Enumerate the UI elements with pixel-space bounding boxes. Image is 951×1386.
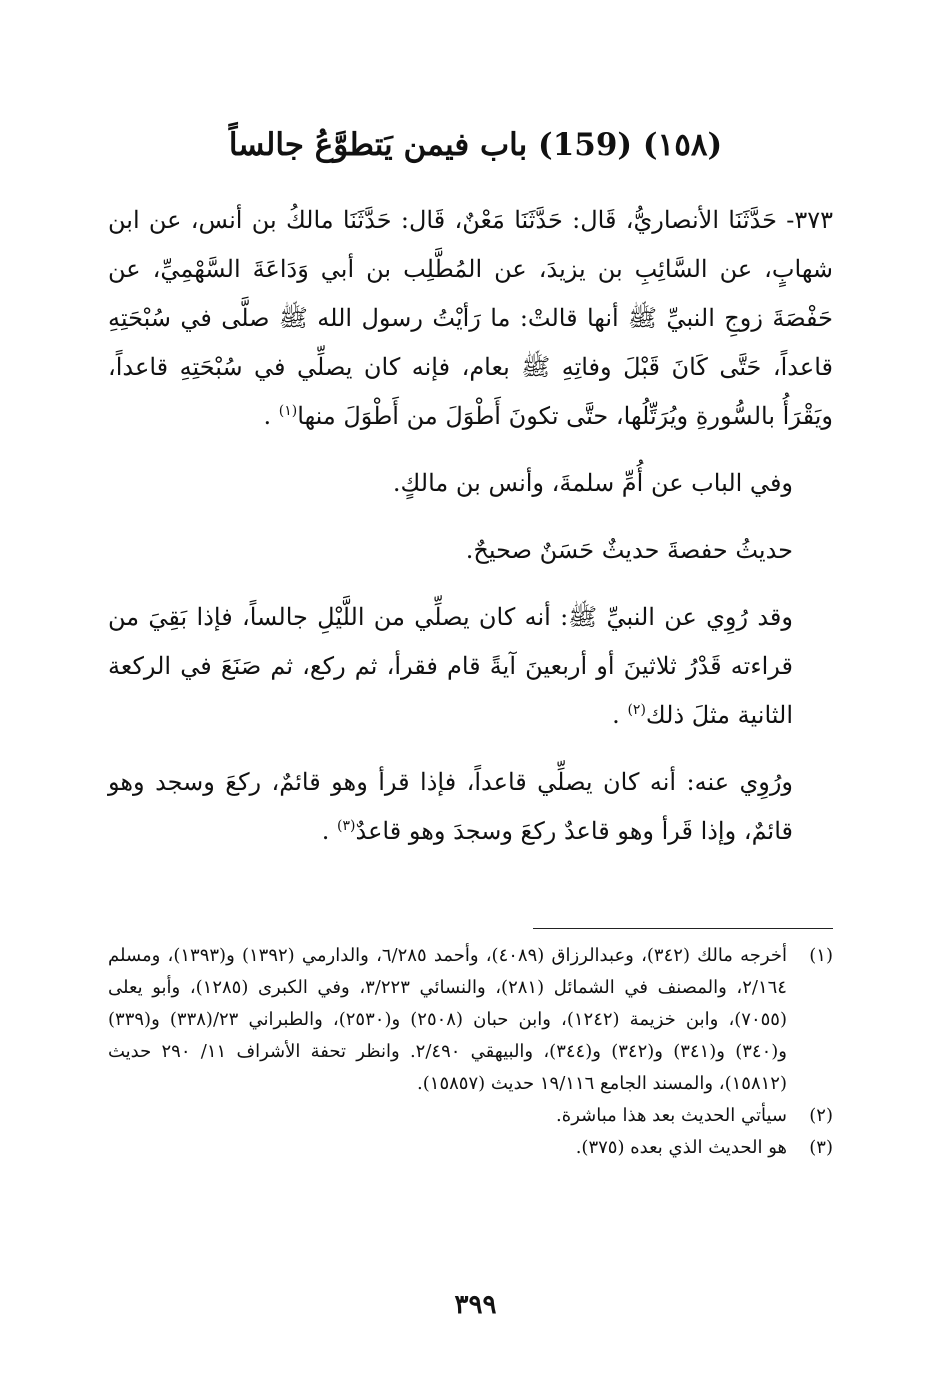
footnote-ref-1: (١): [278, 403, 298, 419]
footnote-text: سيأتي الحديث بعد هذا مباشرة.: [556, 1105, 787, 1126]
riwaya-2-text: ورُوِي عنه: أنه كان يصلِّي قاعداً، فإذا قرأ وهو قائمٌ، ركعَ وسجد وهو قائمٌ، وإذا قَرأ وهو قاعدٌ ركعَ وسجدَ وهو قاعدٌ: [108, 768, 793, 845]
footnote-number: (٢): [809, 1105, 833, 1126]
bab-line: وفي الباب عن أُمِّ سلمةَ، وأنس بن مالكٍ.: [392, 469, 793, 497]
riwaya-1-text: وقد رُوِي عن النبيِّ ﷺ: أنه كان يصلِّي من اللَّيْلِ جالساً، فإذا بَقِيَ من قراءته قَدْرُ ثلاثينَ أو أربعينَ آيةً قام فقرأ، ثم ركع، ثم صَنَعَ في الركعة الثانية مثلَ ذلك: [108, 603, 793, 729]
hadith-text: ٣٧٣- حَدَّثَنَا الأنصاريُّ، قَال: حَدَّثَنَا مَعْنٌ، قَال: حَدَّثَنَا مالكُ بن أنس، عن ابن شهابٍ، عن السَّائِبِ بن يزيدَ، عن المُطَّلِب بن أبي وَدَاعَةَ السَّهْمِيِّ، عن حَفْصَةَ زوجِ النبيِّ ﷺ أنها قالتْ: ما رَأيْتُ رسول الله ﷺ صلَّى في سُبْحَتِهِ قاعداً، حَتَّى كَانَ قَبْلَ وفاتِهِ ﷺ بعام، فإنه كان يصلِّي في سُبْحَتِهِ قاعداً، ويَقْرَأُ بالسُّورةِ ويُرَتِّلُها، حتَّى تكونَ أَطْوَلَ من أَطْوَلَ منها: [108, 206, 834, 430]
main-text: [108, 196, 833, 856]
page-number: ٣٩٩: [454, 1290, 497, 1320]
footnote-3: [108, 1132, 833, 1164]
riwaya-paragraph-2: ورُوِي عنه: أنه كان يصلِّي قاعداً، فإذا قرأ وهو قائمٌ، ركعَ وسجد وهو قائمٌ، وإذا قَرأ وهو قاعدٌ ركعَ وسجدَ وهو قاعدٌ$^{(٣)}$ .: [108, 768, 793, 845]
footnote-text: أخرجه مالك (٣٤٢)، وعبدالرزاق (٤٠٨٩)، وأحمد ٦/٢٨٥، والدارمي (١٣٩٢) و(١٣٩٣)، ومسلم ٢/١٦٤، والمصنف في الشمائل (٢٨١)، والنسائي ٣/٢٢٣، وفي الكبرى (١٢٨٥)، وأبو يعلى (٧٠٥٥)، وابن خزيمة (١٢٤٢)، وابن حبان (٢٥٠٨) و(٢٥٣٠)، والطبراني ٢٣/(٣٣٨) و(٣٣٩) و(٣٤٠) و(٣٤١) و(٣٤٢) و(٣٤٤)، والبيهقي ٢/٤٩٠. وانظر تحفة الأشراف ١١/ ٢٩٠ حديث (١٥٨١٢)، والمسند الجامع ١٩/١١٦ حديث (١٥٨٥٧).: [108, 945, 787, 1094]
footnote-number: (٣): [809, 1137, 833, 1158]
grade-line: حديثُ حفصةَ حديثٌ حَسَنٌ صحيحٌ.: [465, 536, 793, 564]
footnote-ref-3: (٣): [337, 818, 356, 834]
footnote-number: (١): [809, 945, 833, 966]
footnote-2: [108, 1100, 833, 1132]
riwaya-paragraph-1: وقد رُوِي عن النبيِّ ﷺ: أنه كان يصلِّي من اللَّيْلِ جالساً، فإذا بَقِيَ من قراءته قَدْرُ ثلاثينَ أو أربعينَ آيةً قام فقرأ، ثم ركع، ثم صَنَعَ في الركعة الثانية مثلَ ذلك$^{(٢)}$ .: [108, 603, 793, 729]
footnote-1: [108, 940, 833, 1100]
chapter-title: (١٥٨) (159) باب فيمن يَتطوَّعُ جالساً: [228, 127, 723, 163]
hadith-paragraph: ٣٧٣- حَدَّثَنَا الأنصاريُّ، قَال: حَدَّثَنَا مَعْنٌ، قَال: حَدَّثَنَا مالكُ بن أنس، عن ابن شهابٍ، عن السَّائِبِ بن يزيدَ، عن المُطَّلِب بن أبي وَدَاعَةَ السَّهْمِيِّ، عن حَفْصَةَ زوجِ النبيِّ ﷺ أنها قالتْ: ما رَأيْتُ رسول الله ﷺ صلَّى في سُبْحَتِهِ قاعداً، حَتَّى كَانَ قَبْلَ وفاتِهِ ﷺ بعام، فإنه كان يصلِّي في سُبْحَتِهِ قاعداً، ويَقْرَأُ بالسُّورةِ ويُرَتِّلُها، حتَّى تكونَ أَطْوَلَ من أَطْوَلَ منها$^{(١)}$ .: [108, 206, 834, 430]
footnotes: [108, 940, 833, 1164]
footnote-text: هو الحديث الذي بعده (٣٧٥).: [575, 1137, 787, 1158]
footnote-ref-2: (٢): [627, 702, 646, 718]
footnote-separator: [533, 928, 833, 929]
